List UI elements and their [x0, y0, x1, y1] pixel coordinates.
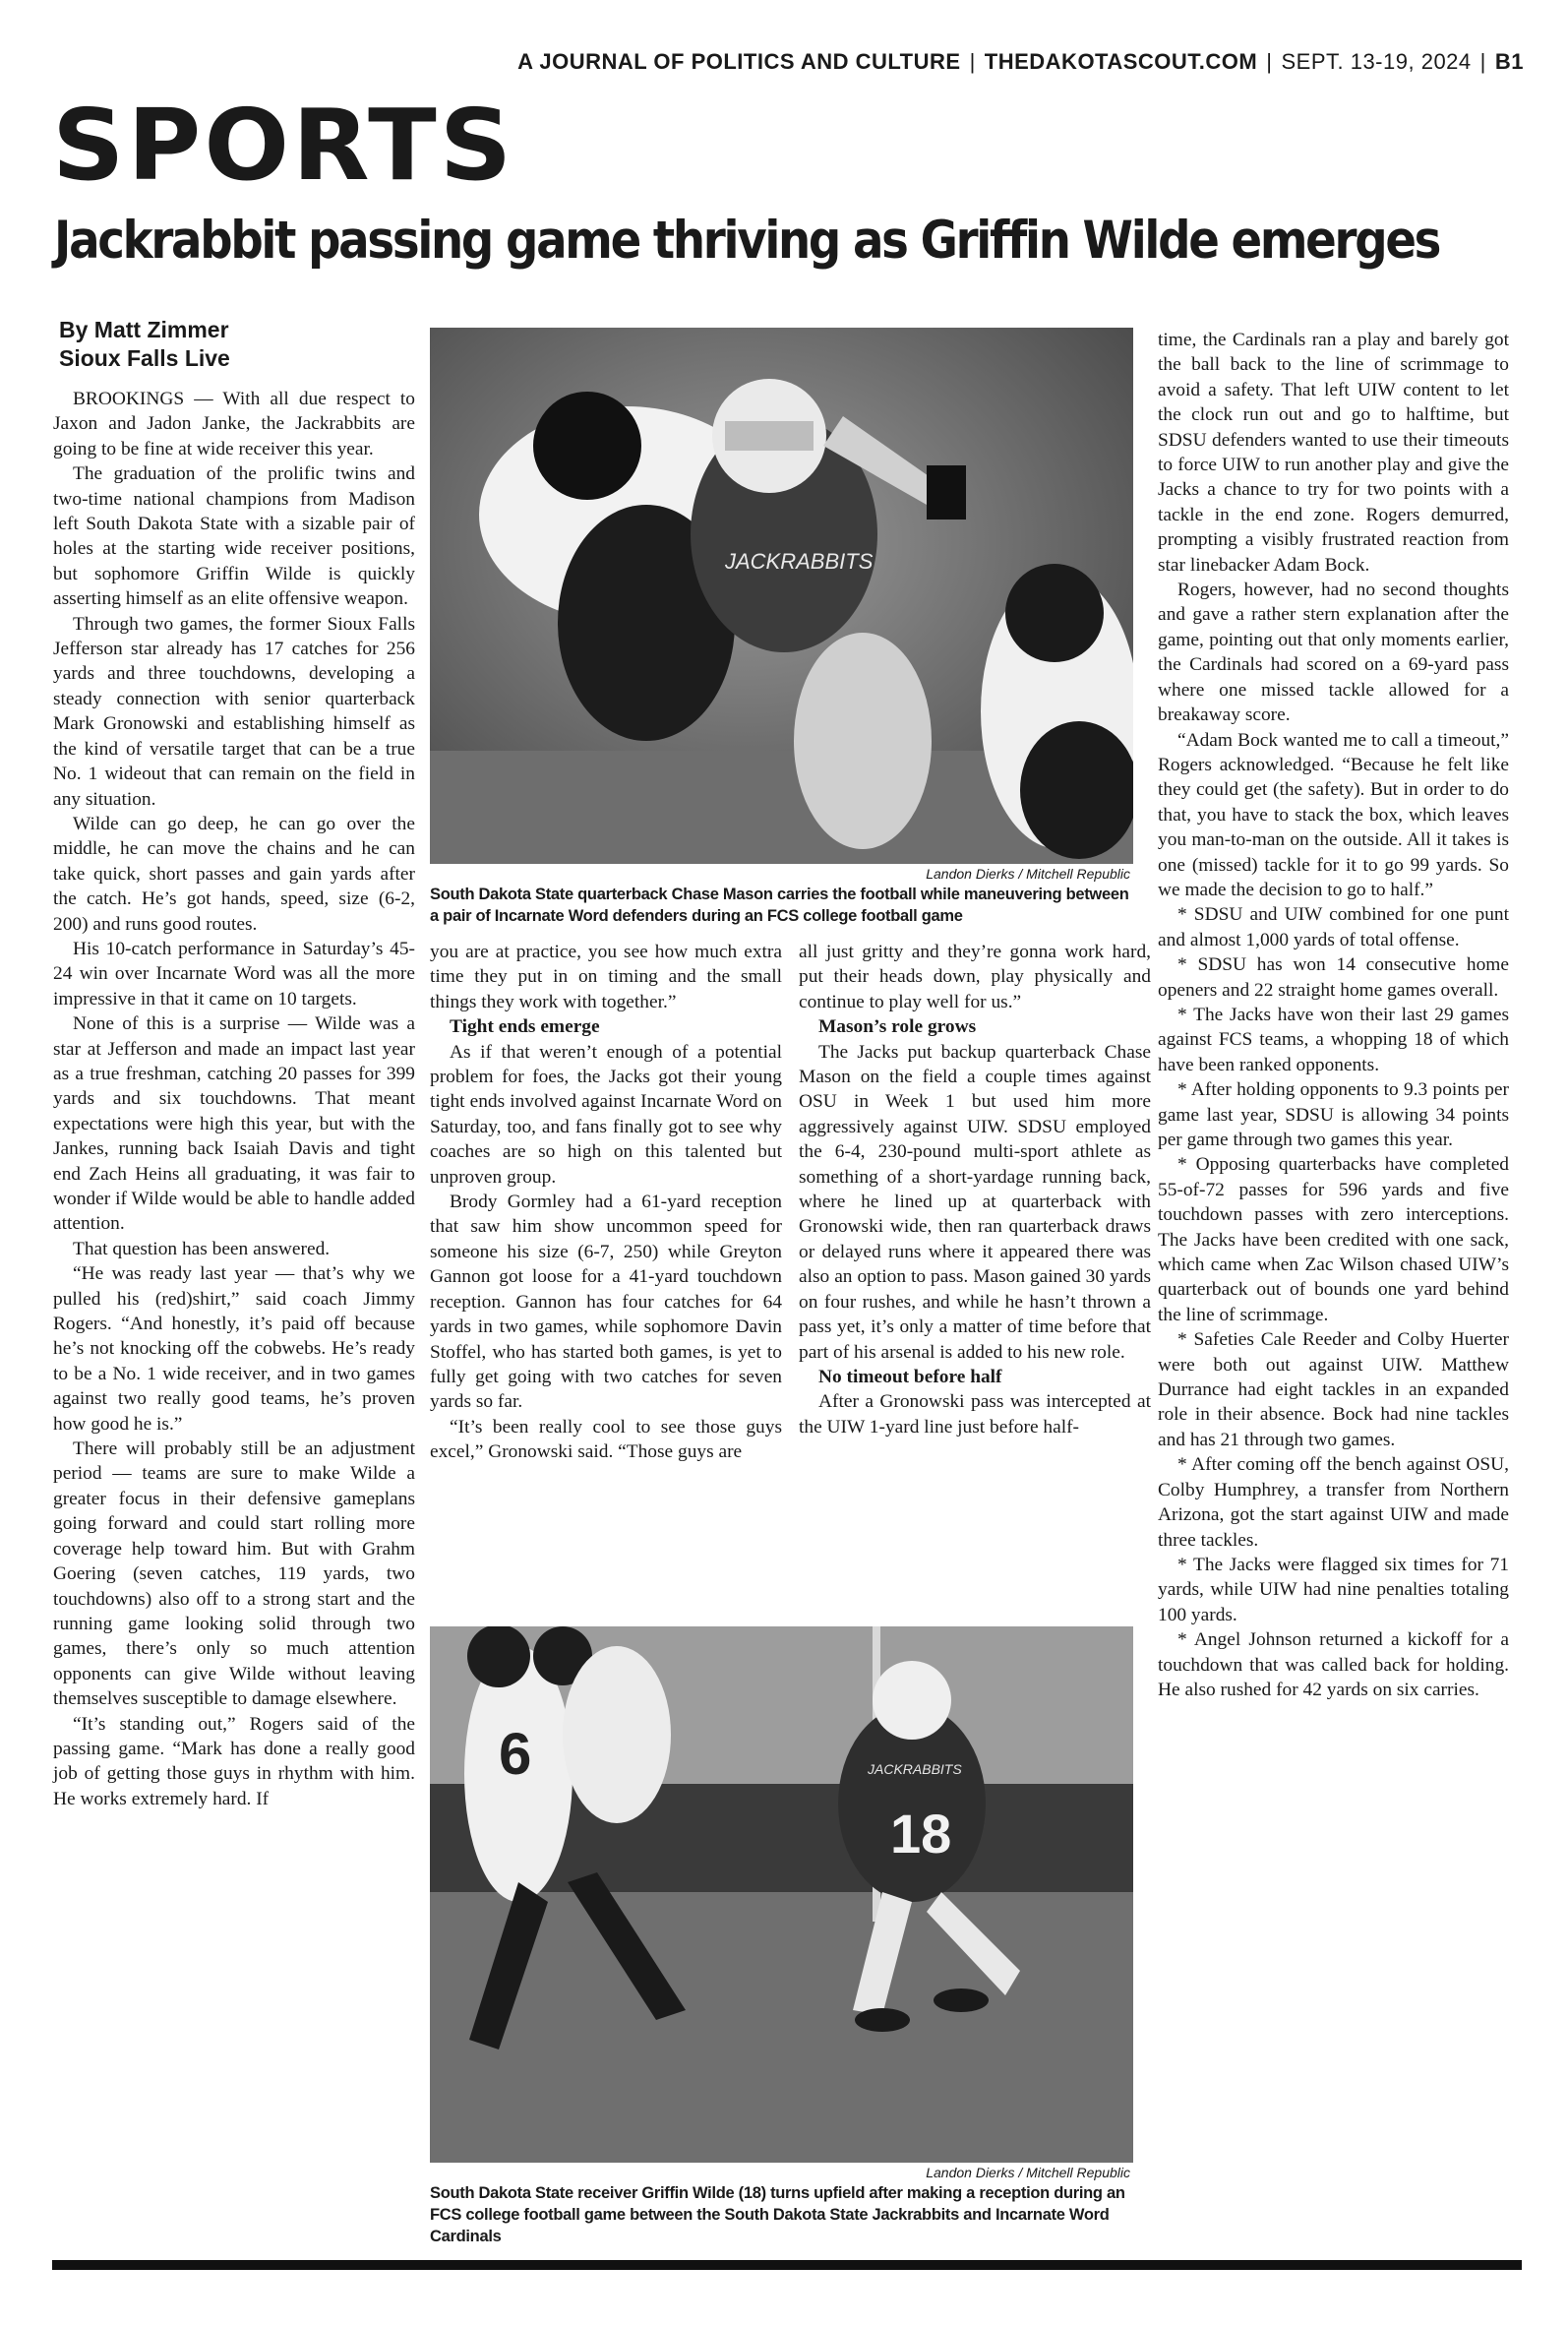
- svg-text:6: 6: [499, 1721, 532, 1787]
- paragraph: “Adam Bock wanted me to call a timeout,” Rogers acknowledged. “Because he felt like they could get (the safety). But in order to do that, you have to stack the box, which leaves you man-to-man on the outside. All it takes is one (missed) tackle for it to go 99 yards. So we made the decision to go to half.”: [1158, 729, 1509, 900]
- paragraph: There will probably still be an adjustment period — teams are sure to make Wilde a greater focus in their defensive gameplans going forward and could start rolling more coverage help toward him. But with Grahm Goering (seven catches, 119 yards, two touchdowns) also off to a strong start and the running game looking solid through two games, there’s only so much attention opponents can give Wilde without leaving themselves susceptible to damage elsewhere.: [53, 1438, 415, 1710]
- notes-item: * After holding opponents to 9.3 points per game last year, SDSU is allowing 34 points per game through two games this year.: [1158, 1079, 1509, 1150]
- jersey-text: JACKRABBITS: [725, 549, 874, 574]
- paragraph: After a Gronowski pass was intercepted at the UIW 1-yard line just before half-: [799, 1391, 1151, 1438]
- paragraph: The graduation of the prolific twins and two-time national champions from Madison left South Dakota State with a sizable pair of holes at the starting wide receiver positions, but sophomore Griffin Wilde is quickly asserting himself as an elite offensive weapon.: [53, 463, 415, 610]
- headline: Jackrabbit passing game thriving as Griffin Wilde emerges: [54, 211, 1440, 271]
- notes-item: * Angel Johnson returned a kickoff for a touchdown that was called back for holding. He also rushed for 42 yards on six carries.: [1158, 1629, 1509, 1700]
- notes-item: * After coming off the bench against OSU, Colby Humphrey, a transfer from Northern Arizona, got the start against UIW and made three tackles.: [1158, 1454, 1509, 1551]
- photo-quarterback-run: [430, 328, 1133, 864]
- paragraph: His 10-catch performance in Saturday’s 45-24 win over Incarnate Word was all the more impressive in that it came on 10 targets.: [53, 938, 415, 1010]
- photo-image: [430, 328, 1133, 864]
- notes-item: * The Jacks have won their last 29 games against FCS teams, a whopping 18 of which have been ranked opponents.: [1158, 1004, 1509, 1075]
- paragraph: Through two games, the former Sioux Falls Jefferson star already has 17 catches for 256 yards and three touchdowns, developing a steady connection with senior quarterback Mark Gronowski and establishing himself as the kind of versatile target that can be a true No. 1 wideout that can remain on the field in any situation.: [53, 613, 415, 810]
- paragraph: “It’s been really cool to see those guys excel,” Gronowski said. “Those guys are: [430, 1416, 782, 1463]
- subhead-no-timeout: No timeout before half: [818, 1366, 1002, 1387]
- paragraph: The Jacks put backup quarterback Chase Mason on the field a couple times against OSU in Week 1 but used him more aggressively against UIW. SDSU employed the 6-4, 230-pound multi-sport athlete as something of a short-yardage running back, where he lined up at quarterback with Gronowski wide, then ran quarterback draws or delayed runs where it appeared there was also an option to pass. Mason gained 30 yards on four rushes, and while he hasn’t thrown a pass yet, it’s only a matter of time before that part of his arsenal is added to his new role.: [799, 1041, 1151, 1363]
- paragraph: As if that weren’t enough of a potential problem for foes, the Jacks got their young tight ends involved against Incarnate Word on Saturday, too, and fans finally got to see why coaches are so high on this talented but unproven group.: [430, 1041, 782, 1188]
- notes-item: * Opposing quarterbacks have completed 55-of-72 passes for 596 yards and five touchdown passes with zero interceptions. The Jacks have been credited with one sack, which came when Zac Wilson chased UIW’s quarterback out of bounds one yard behind the line of scrimmage.: [1158, 1154, 1509, 1325]
- subhead-masons-role: Mason’s role grows: [818, 1016, 977, 1038]
- jersey-number: 18: [890, 1803, 952, 1865]
- paragraph: Rogers, however, had no second thoughts and gave a rather stern explanation after the game, pointing out that only moments earlier, the Cardinals had scored on a 69-yard pass where one missed tackle allowed for a breakaway score.: [1158, 580, 1509, 726]
- notes-item: * SDSU has won 14 consecutive home openers and 22 straight home games overall.: [1158, 954, 1509, 1001]
- notes-item: * Safeties Cale Reeder and Colby Huerter were both out against UIW. Matthew Durrance had eight tackles in an expanded role in their absence. Bock had nine tackles and has 21 through two games.: [1158, 1329, 1509, 1450]
- page-number: B1: [1494, 49, 1524, 74]
- subhead-tight-ends: Tight ends emerge: [450, 1016, 600, 1038]
- paragraph: Wilde can go deep, he can go over the middle, he can move the chains and he can take quick, short passes and gain yards after the catch. He’s got hands, speed, size (6-2, 200) and runs good routes.: [53, 813, 415, 935]
- byline-outlet: Sioux Falls Live: [59, 345, 230, 371]
- paragraph: “It’s standing out,” Rogers said of the passing game. “Mark has done a really good job of getting those guys in rhythm with him. He works extremely hard. If: [53, 1713, 415, 1809]
- masthead: A JOURNAL OF POLITICS AND CULTURE | THEDAKOTASCOUT.COM | SEPT. 13-19, 2024 | B1: [517, 49, 1524, 74]
- paragraph: all just gritty and they’re gonna work hard, put their heads down, play physically and continue to play well for us.”: [799, 942, 1151, 1012]
- paragraph: time, the Cardinals ran a play and barely got the ball back to the line of scrimmage to avoid a safety. That left UIW content to let the clock run out and go to halftime, but SDSU defenders wanted to use their timeouts to force UIW to run another play and give the Jacks a chance to try for two points with a tackle in the end zone. Rogers demurred, prompting a visibly frustrated reaction from star linebacker Adam Bock.: [1158, 330, 1509, 576]
- paragraph: That question has been answered.: [73, 1238, 331, 1259]
- article-column-3: [799, 940, 1151, 1439]
- byline-author: By Matt Zimmer: [59, 317, 229, 342]
- photo2-credit: Landon Dierks / Mitchell Republic: [926, 2165, 1130, 2180]
- masthead-journal: A JOURNAL OF POLITICS AND CULTURE: [517, 49, 961, 74]
- photo2-caption: South Dakota State receiver Griffin Wilde (18) turns upfield after making a reception during an FCS college football game between the South Dakota State Jackrabbits and Incarnate Word Cardinals: [430, 2184, 1125, 2245]
- article-column-4: [1158, 328, 1509, 1702]
- photo-image: [430, 1626, 1133, 2163]
- notes-item: * SDSU and UIW combined for one punt and almost 1,000 yards of total offense.: [1158, 904, 1509, 950]
- paragraph: BROOKINGS — With all due respect to Jaxon and Jadon Janke, the Jackrabbits are going to be fine at wide receiver this year.: [53, 389, 415, 459]
- notes-item: * The Jacks were flagged six times for 71 yards, while UIW had nine penalties totaling 100 yards.: [1158, 1554, 1509, 1625]
- photo1-caption: South Dakota State quarterback Chase Mason carries the football while maneuvering between a pair of Incarnate Word defenders during an FCS college football game: [430, 886, 1129, 925]
- paragraph: “He was ready last year — that’s why we pulled his (red)shirt,” said coach Jimmy Rogers. “And honestly, it’s paid off because he’s not knocking off the cobwebs. He’s ready to be a No. 1 wide receiver, and in two games against two really good teams, he’s proven how good he is.”: [53, 1263, 415, 1435]
- masthead-site[interactable]: THEDAKOTASCOUT.COM: [984, 49, 1258, 74]
- paragraph: Brody Gormley had a 61-yard reception that saw him show uncommon speed for someone his size (6-7, 250) while Greyton Gannon got loose for a 41-yard touchdown reception. Gannon has four catches for 64 yards in two games, while sophomore Davin Stoffel, who has started both games, is yet to fully get going with two catches for seven yards so far.: [430, 1192, 782, 1413]
- byline: [59, 316, 230, 373]
- paragraph: None of this is a surprise — Wilde was a star at Jefferson and made an impact last year as a true freshman, catching 20 passes for 399 yards and six touchdowns. That meant expectations were high this year, but with the Jankes, running back Isaiah Davis and tight end Zach Heins all graduating, it was fair to wonder if Wilde would be able to handle added attention.: [53, 1013, 415, 1235]
- bottom-rule: [52, 2260, 1522, 2270]
- photo1-credit: Landon Dierks / Mitchell Republic: [926, 866, 1130, 882]
- jersey-text: JACKRABBITS: [868, 1761, 962, 1777]
- paragraph: you are at practice, you see how much extra time they put in on timing and the small things they work with together.”: [430, 942, 782, 1012]
- photo-receiver-upfield: [430, 1626, 1133, 2163]
- section-title: SPORTS: [52, 88, 515, 203]
- article-column-2: [430, 940, 782, 1465]
- masthead-date: SEPT. 13-19, 2024: [1281, 49, 1472, 74]
- article-column-1: [53, 387, 415, 1811]
